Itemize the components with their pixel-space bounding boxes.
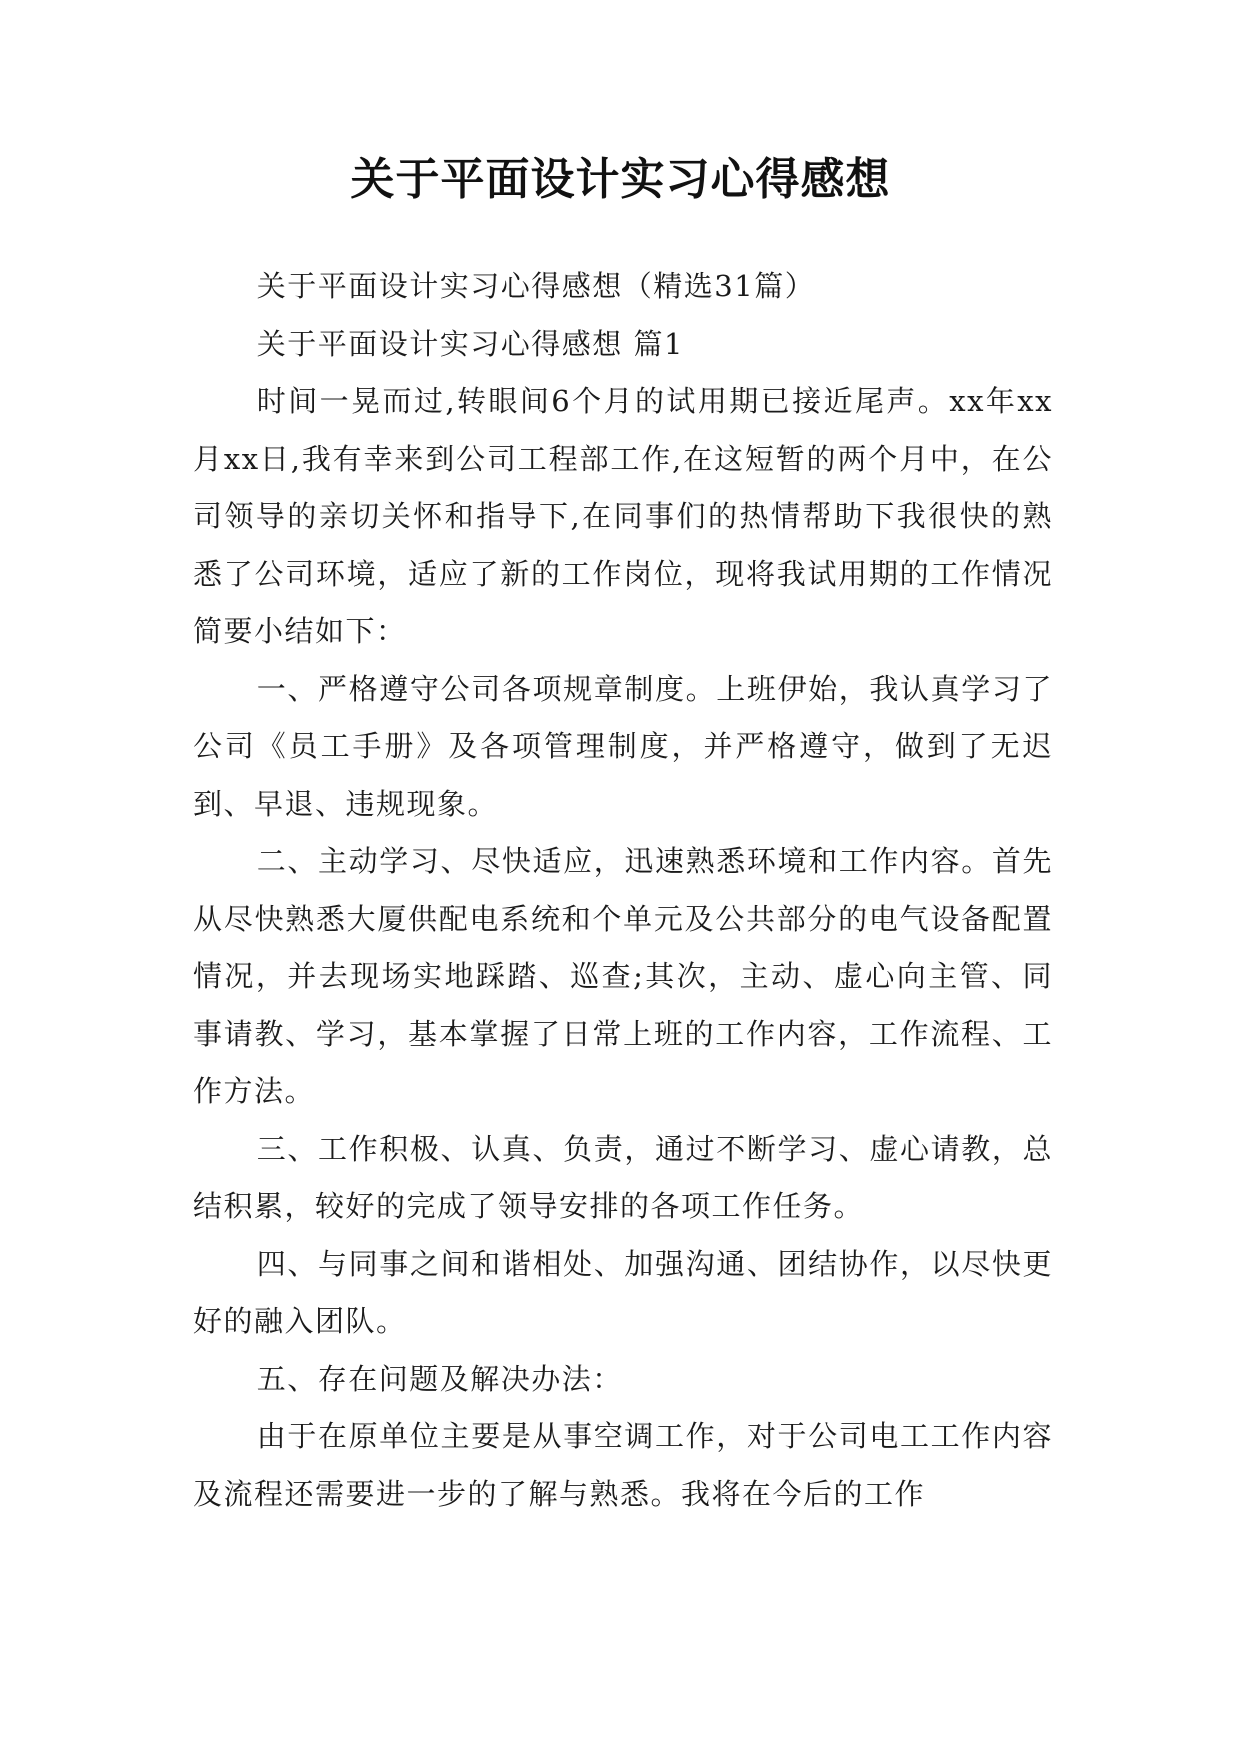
paragraph-point-2: 二、主动学习、尽快适应，迅速熟悉环境和工作内容。首先从尽快熟悉大厦供配电系统和个单元及公共部分的电气设备配置情况，并去现场实地踩踏、巡查;其次，主动、虚心向主管、同事请教、学习，基本掌握了日常上班的工作内容，工作流程、工作方法。 [193,844,1053,1108]
paragraph-point-5: 五、存在问题及解决办法： [256,1361,623,1396]
paragraph-section-heading: 关于平面设计实习心得感想 篇1 [256,326,684,361]
document-body [193,258,1053,1523]
paragraph-subtitle: 关于平面设计实习心得感想（精选31篇） [256,269,816,303]
paragraph-intro: 时间一晃而过,转眼间6个月的试用期已接近尾声。xx年xx月xx日,我有幸来到公司工程部工作,在这短暂的两个月中，在公司领导的亲切关怀和指导下,在同事们的热情帮助下我很快的熟悉了公司环境，适应了新的工作岗位，现将我试用期的工作情况简要小结如下： [193,384,1053,648]
paragraph-closing: 由于在原单位主要是从事空调工作，对于公司电工工作内容及流程还需要进一步的了解与熟悉。我将在今后的工作 [193,1419,1053,1511]
paragraph-point-1: 一、严格遵守公司各项规章制度。上班伊始，我认真学习了公司《员工手册》及各项管理制度，并严格遵守，做到了无迟到、早退、违规现象。 [193,671,1053,821]
paragraph-point-4: 四、与同事之间和谐相处、加强沟通、团结协作，以尽快更好的融入团队。 [193,1246,1053,1338]
document-title: 关于平面设计实习心得感想 [350,154,891,205]
paragraph-point-3: 三、工作积极、认真、负责，通过不断学习、虚心请教，总结积累，较好的完成了领导安排的各项工作任务。 [193,1131,1053,1223]
